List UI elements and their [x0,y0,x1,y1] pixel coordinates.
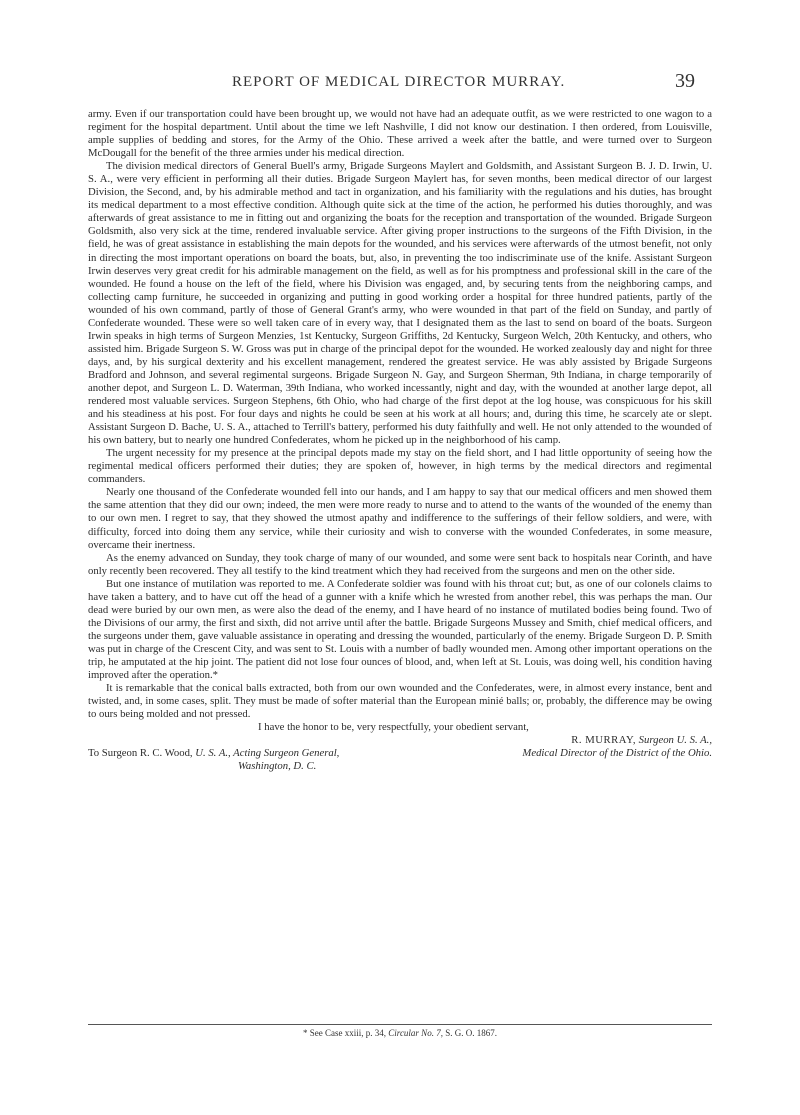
paragraph-4: Nearly one thousand of the Confederate wounded fell into our hands, and I am happy to say that our medical officers and men showed them the same attention that they did our own; indeed, the men were more ready to nurse and to attend to the wants of the wounded of the enemy than to our own men. I regret to say, that they showed the utmost apathy and indifference to the sufferings of their fellow soldiers, and were, with difficulty, forced into doing them any service, while their curiosity and wish to converse with the wounded Confederates, in some measure, overcame their inertness. [88,486,712,551]
footnote-circular: Circular No. 7, [388,1028,443,1038]
signature-title: Surgeon U. S. A., [638,734,712,747]
closing-line: I have the honor to be, very respectfully, your obedient servant, [258,721,529,734]
footnote [88,1028,712,1038]
running-head: REPORT OF MEDICAL DIRECTOR MURRAY. [232,74,566,90]
signature-name: R. MURRAY, [571,734,636,747]
paragraph-3: The urgent necessity for my presence at the principal depots made my stay on the field short, and I had little opportunity of seeing how the regimental medical officers performed their duties; they are spoken of, however, in high terms by the medical directors and regimental commanders. [88,447,712,486]
signature-role: Medical Director of the District of the Ohio. [522,747,712,760]
footnote-ref: * See Case xxiii, p. 34, [303,1028,387,1038]
page-header [0,72,800,96]
addressee-name: To Surgeon R. C. Wood, [88,747,193,760]
addressee-location: Washington, D. C. [238,760,317,773]
paragraph-2: The division medical directors of General Buell's army, Brigade Surgeons Maylert and Goldsmith, and Assistant Surgeon B. J. D. Irwin, U. S. A., were very efficient in performing all their duties. Brigade Surgeon Maylert has, for seven months, been medical director of our largest Division, the Second, and, by his admirable method and tact in organization, and his familiarity with the regulations and his duties, has brought its medical department to a most effective condition. Although quite sick at the time of the action, he performed his duties thoroughly, and was afterwards of great assistance to me in fitting out and organizing the boats for the reception and transportation of the wounded. Brigade Surgeon Goldsmith, also very sick at the time, rendered invaluable service. After giving proper instructions to the surgeons of the Fifth Division, in the field, he was of great assistance in establishing the main depots for the wounded, and his services were afterwards of the utmost benefit, not only in directing the most important operations on board the boats, but, also, in preventing the too indiscriminate use of the knife. Assistant Surgeon Irwin deserves very great credit for his admirable management on the field, as well as for his promptness and professional skill in the care of the wounded. He found a house on the left of the field, where his Division was engaged, and, by securing tents from the neighboring camps, and collecting camp furniture, he succeeded in organizing and putting in good working order a hospital for three hundred patients, partly of the wounded of his own command, partly of those of General Grant's army, who were wounded in that part of the field on Sunday, and partly of Confederate wounded. These were so well taken care of in every way, that I designated them as the last to send on board of the boats. Surgeon Irwin speaks in high terms of Surgeon Menzies, 1st Kentucky, Surgeon Griffiths, 2d Kentucky, Surgeon Welch, 20th Kentucky, and others, who assisted him. Brigade Surgeon S. W. Gross was put in charge of the principal depot for the wounded. He worked zealously day and night for three days, and, by his surgical dexterity and his excellent management, rendered the greatest service. He was ably assisted by Brigade Surgeons Bradford and Johnson, and several regimental surgeons. Brigade Surgeon N. Gay, and Surgeon Sherman, 9th Indiana, in charge temporarily of another depot, and Surgeon L. D. Waterman, 39th Indiana, who worked incessantly, night and day, with the wounded at another large depot, all rendered most valuable services. Surgeon Stephens, 6th Ohio, who had charge of the first depot at the log house, was conspicuous for his skill and his steadiness at his post. For four days and nights he could be seen at his work at all hours; and, during this time, he scarcely ate or slept. Assistant Surgeon D. Bache, U. S. A., attached to Terrill's battery, performed his duty faithfully and well. He not only attended to the wounded of his own battery, but to nearly one hundred Confederates, whom he picked up in the neighborhood of his camp. [88,160,712,447]
paragraph-6: But one instance of mutilation was reported to me. A Confederate soldier was found with his throat cut; but, as one of our colonels claims to have taken a battery, and to have cut off the head of a gunner with a knife which he wrested from another rebel, this was perhaps the man. Our dead were buried by our own men, as were also the dead of the enemy, and I have heard of no instance of mutilated bodies being found. Two of the Divisions of our army, the first and sixth, did not arrive until after the battle. Brigade Surgeons Mussey and Smith, chief medical officers, and the surgeons under them, gave valuable assistance in operating and dressing the wounded, particularly of the enemy. Brigade Surgeon D. P. Smith was put in charge of the Crescent City, and was sent to St. Louis with a number of badly wounded men. Among other important operations on the trip, he amputated at the hip joint. The patient did not lose four ounces of blood, and, when left at St. Louis, was doing well, his condition having improved after the operation.* [88,577,712,682]
footnote-rule [88,1024,712,1025]
report-body [88,108,712,773]
paragraph-5: As the enemy advanced on Sunday, they took charge of many of our wounded, and some were sent back to hospitals near Corinth, and have only recently been recovered. They all testify to the kind treatment which they had received from the surgeons and men on the other side. [88,551,712,577]
paragraph-1: army. Even if our transportation could have been brought up, we would not have had an adequate outfit, as we were restricted to one wagon to a regiment for the hospital department. Until about the time we left Nashville, I did not know our destination. I then ordered, from Louisville, ample supplies of bedding and stores, for the Army of the Ohio. These arrived a week after the battle, and were turned over to Surgeon McDougall for the benefit of the three armies under his medical direction. [88,108,712,160]
paragraph-8 [88,721,712,734]
addressee-rank: U. S. A., Acting Surgeon General, [195,747,340,760]
paragraph-7: It is remarkable that the conical balls extracted, both from our own wounded and the Confederates, were, in almost every instance, bent and twisted, and, in some cases, split. They must be made of softer material than the European minié balls; or, probably, the difference may be owing to ours being molded and not pressed. [88,682,712,721]
page-number: 39 [675,70,695,92]
footnote-source: S. G. O. 1867. [445,1028,497,1038]
